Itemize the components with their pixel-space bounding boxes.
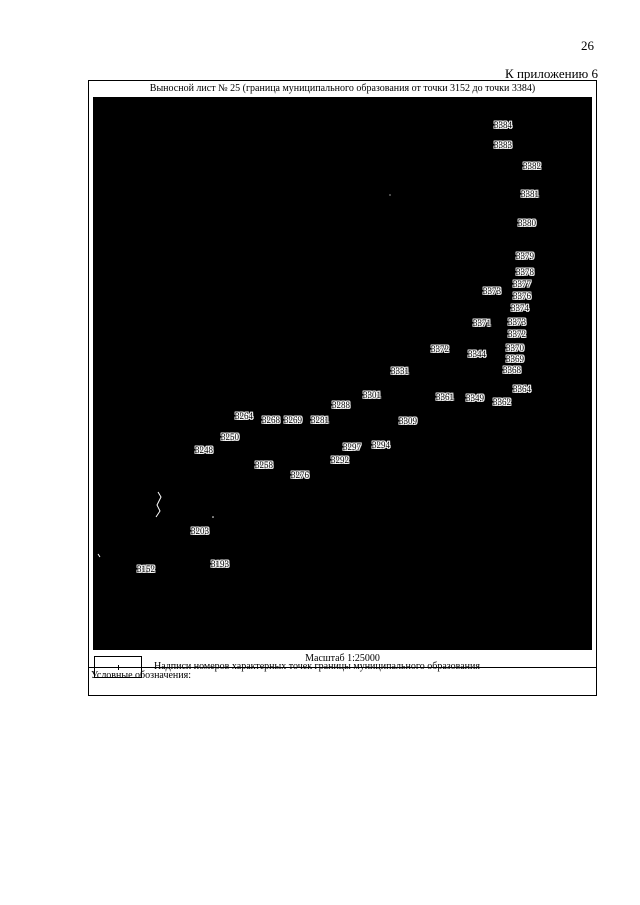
point-label: 3258 xyxy=(255,460,273,470)
point-label: 3344 xyxy=(468,349,486,359)
point-label: 3276 xyxy=(291,470,309,480)
point-label: 3331 xyxy=(391,366,409,376)
point-label: 3384 xyxy=(494,120,512,130)
point-label: 3376 xyxy=(513,291,531,301)
scale-label: Масштаб 1:25000 xyxy=(305,653,380,664)
point-label: 3377 xyxy=(513,279,531,289)
point-label: 3152 xyxy=(137,564,155,574)
point-label: 3250 xyxy=(221,432,239,442)
point-label: 3203 xyxy=(191,526,209,536)
point-label: 3309 xyxy=(399,416,417,426)
point-label: 3374 xyxy=(511,303,529,313)
point-label: 3383 xyxy=(494,140,512,150)
point-label: 3381 xyxy=(521,189,539,199)
legend-item-label: Граница муниципального образования xyxy=(155,609,320,620)
legend-item-label: Надписи номеров характерных точек границы муниципального образования xyxy=(154,661,480,672)
point-label: 3370 xyxy=(506,343,524,353)
point-label: 3382 xyxy=(523,161,541,171)
point-label: 3372 xyxy=(431,344,449,354)
point-label: 3364 xyxy=(513,384,531,394)
boundary-fragment xyxy=(98,554,100,557)
point-label: 3371 xyxy=(473,318,491,328)
point-label: 3349 xyxy=(466,393,484,403)
legend-title: Условные обозначения: xyxy=(91,670,192,681)
point-label: 3268 xyxy=(262,415,280,425)
legend-item-label: Характерная точка границы муниципального образования xyxy=(154,632,402,643)
point-label-symbol xyxy=(118,665,119,670)
point-label: 3372 xyxy=(508,329,526,339)
legend-symbol-box xyxy=(94,656,142,678)
point-label: 3373 xyxy=(483,286,501,296)
map-area xyxy=(93,97,592,650)
legend-item-boundary xyxy=(95,604,590,628)
map-sheet xyxy=(88,80,597,696)
point-label: 3281 xyxy=(311,415,329,425)
characteristic-point-symbol xyxy=(116,636,121,641)
point-label: 3264 xyxy=(235,411,253,421)
point-label: 3380 xyxy=(518,218,536,228)
page-number: 26 xyxy=(581,38,594,53)
point-label: 3297 xyxy=(343,442,361,452)
point-label: 3248 xyxy=(195,445,213,455)
point-label: 3361 xyxy=(436,392,454,402)
legend-item-point-label xyxy=(94,656,589,680)
appendix-reference: К приложению 6 xyxy=(505,66,598,81)
legend-symbol-box xyxy=(95,604,143,626)
boundary-line-symbol xyxy=(100,615,138,616)
point-label: 3378 xyxy=(516,267,534,277)
point-label: 3368 xyxy=(503,365,521,375)
point-label: 3269 xyxy=(284,415,302,425)
sheet-title: Выносной лист № 25 (граница муниципального образования от точки 3152 до точки 3384) xyxy=(149,83,536,94)
point-label: 3379 xyxy=(516,251,534,261)
point-label: 3292 xyxy=(331,455,349,465)
point-label: 3362 xyxy=(493,397,511,407)
point-label: 3369 xyxy=(506,354,524,364)
boundary-point xyxy=(212,516,214,518)
point-label: 3373 xyxy=(508,317,526,327)
point-label: 3288 xyxy=(332,400,350,410)
point-label: 3294 xyxy=(372,440,390,450)
legend-symbol-box xyxy=(94,627,142,649)
legend-item-characteristic-point xyxy=(94,627,589,651)
point-label: 3193 xyxy=(211,559,229,569)
point-label: 3301 xyxy=(363,390,381,400)
boundary-fragment xyxy=(156,492,161,517)
boundary-point xyxy=(389,194,390,195)
